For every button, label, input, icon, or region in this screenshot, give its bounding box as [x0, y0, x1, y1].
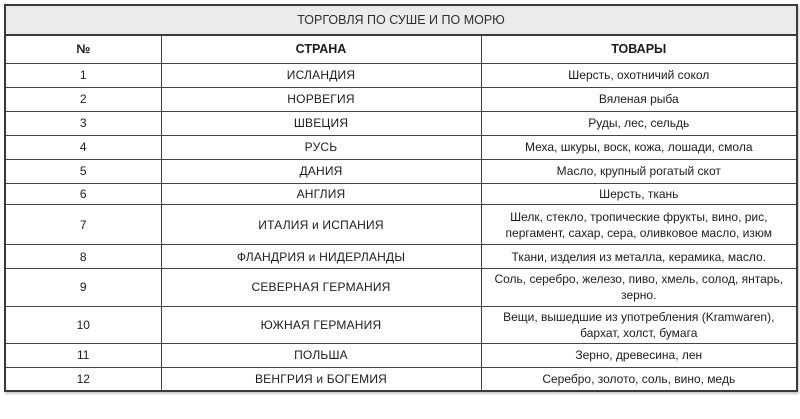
goods-cell: Вяленая рыба	[481, 88, 797, 112]
row-number-cell: 3	[5, 112, 161, 136]
goods-cell: Серебро, золото, соль, вино, медь	[481, 367, 797, 391]
goods-cell: Меха, шкуры, воск, кожа, лошади, смола	[481, 136, 797, 160]
table-row	[5, 88, 797, 112]
column-header-goods: ТОВАРЫ	[481, 35, 797, 64]
goods-cell: Шерсть, охотничий сокол	[481, 64, 797, 88]
table-row	[5, 306, 797, 343]
trade-table	[4, 4, 798, 392]
goods-cell: Зерно, древесина, лен	[481, 343, 797, 367]
goods-cell: Шелк, стекло, тропические фрукты, вино, рис, пергамент, сахар, сера, оливковое масло, изюм	[481, 205, 797, 245]
table-row	[5, 160, 797, 184]
table-row	[5, 136, 797, 160]
row-number-cell: 7	[5, 205, 161, 245]
country-cell: ДАНИЯ	[161, 160, 481, 184]
country-cell: ШВЕЦИЯ	[161, 112, 481, 136]
table-row	[5, 64, 797, 88]
table-row	[5, 112, 797, 136]
table-header-row	[5, 35, 797, 64]
table-title-row	[5, 5, 797, 35]
row-number-cell: 11	[5, 343, 161, 367]
country-cell: ИСЛАНДИЯ	[161, 64, 481, 88]
row-number-cell: 8	[5, 245, 161, 269]
country-cell: РУСЬ	[161, 136, 481, 160]
row-number-cell: 5	[5, 160, 161, 184]
table-title: ТОРГОВЛЯ ПО СУШЕ И ПО МОРЮ	[5, 5, 797, 35]
table-row	[5, 184, 797, 205]
goods-cell: Руды, лес, сельдь	[481, 112, 797, 136]
table-row	[5, 367, 797, 391]
goods-cell: Шерсть, ткань	[481, 184, 797, 205]
row-number-cell: 1	[5, 64, 161, 88]
goods-cell: Ткани, изделия из металла, керамика, масло.	[481, 245, 797, 269]
country-cell: НОРВЕГИЯ	[161, 88, 481, 112]
goods-cell: Вещи, вышедшие из употребления (Kramwaren), бархат, холст, бумага	[481, 306, 797, 343]
column-header-number: №	[5, 35, 161, 64]
country-cell: ПОЛЬША	[161, 343, 481, 367]
goods-cell: Соль, серебро, железо, пиво, хмель, солод, янтарь, зерно.	[481, 269, 797, 306]
country-cell: ВЕНГРИЯ и БОГЕМИЯ	[161, 367, 481, 391]
table-row	[5, 269, 797, 306]
country-cell: СЕВЕРНАЯ ГЕРМАНИЯ	[161, 269, 481, 306]
country-cell: ЮЖНАЯ ГЕРМАНИЯ	[161, 306, 481, 343]
country-cell: ФЛАНДРИЯ и НИДЕРЛАНДЫ	[161, 245, 481, 269]
country-cell: ИТАЛИЯ и ИСПАНИЯ	[161, 205, 481, 245]
row-number-cell: 2	[5, 88, 161, 112]
country-cell: АНГЛИЯ	[161, 184, 481, 205]
row-number-cell: 6	[5, 184, 161, 205]
goods-cell: Масло, крупный рогатый скот	[481, 160, 797, 184]
table-row	[5, 245, 797, 269]
row-number-cell: 9	[5, 269, 161, 306]
column-header-country: СТРАНА	[161, 35, 481, 64]
row-number-cell: 4	[5, 136, 161, 160]
row-number-cell: 12	[5, 367, 161, 391]
table-row	[5, 343, 797, 367]
row-number-cell: 10	[5, 306, 161, 343]
table-row	[5, 205, 797, 245]
